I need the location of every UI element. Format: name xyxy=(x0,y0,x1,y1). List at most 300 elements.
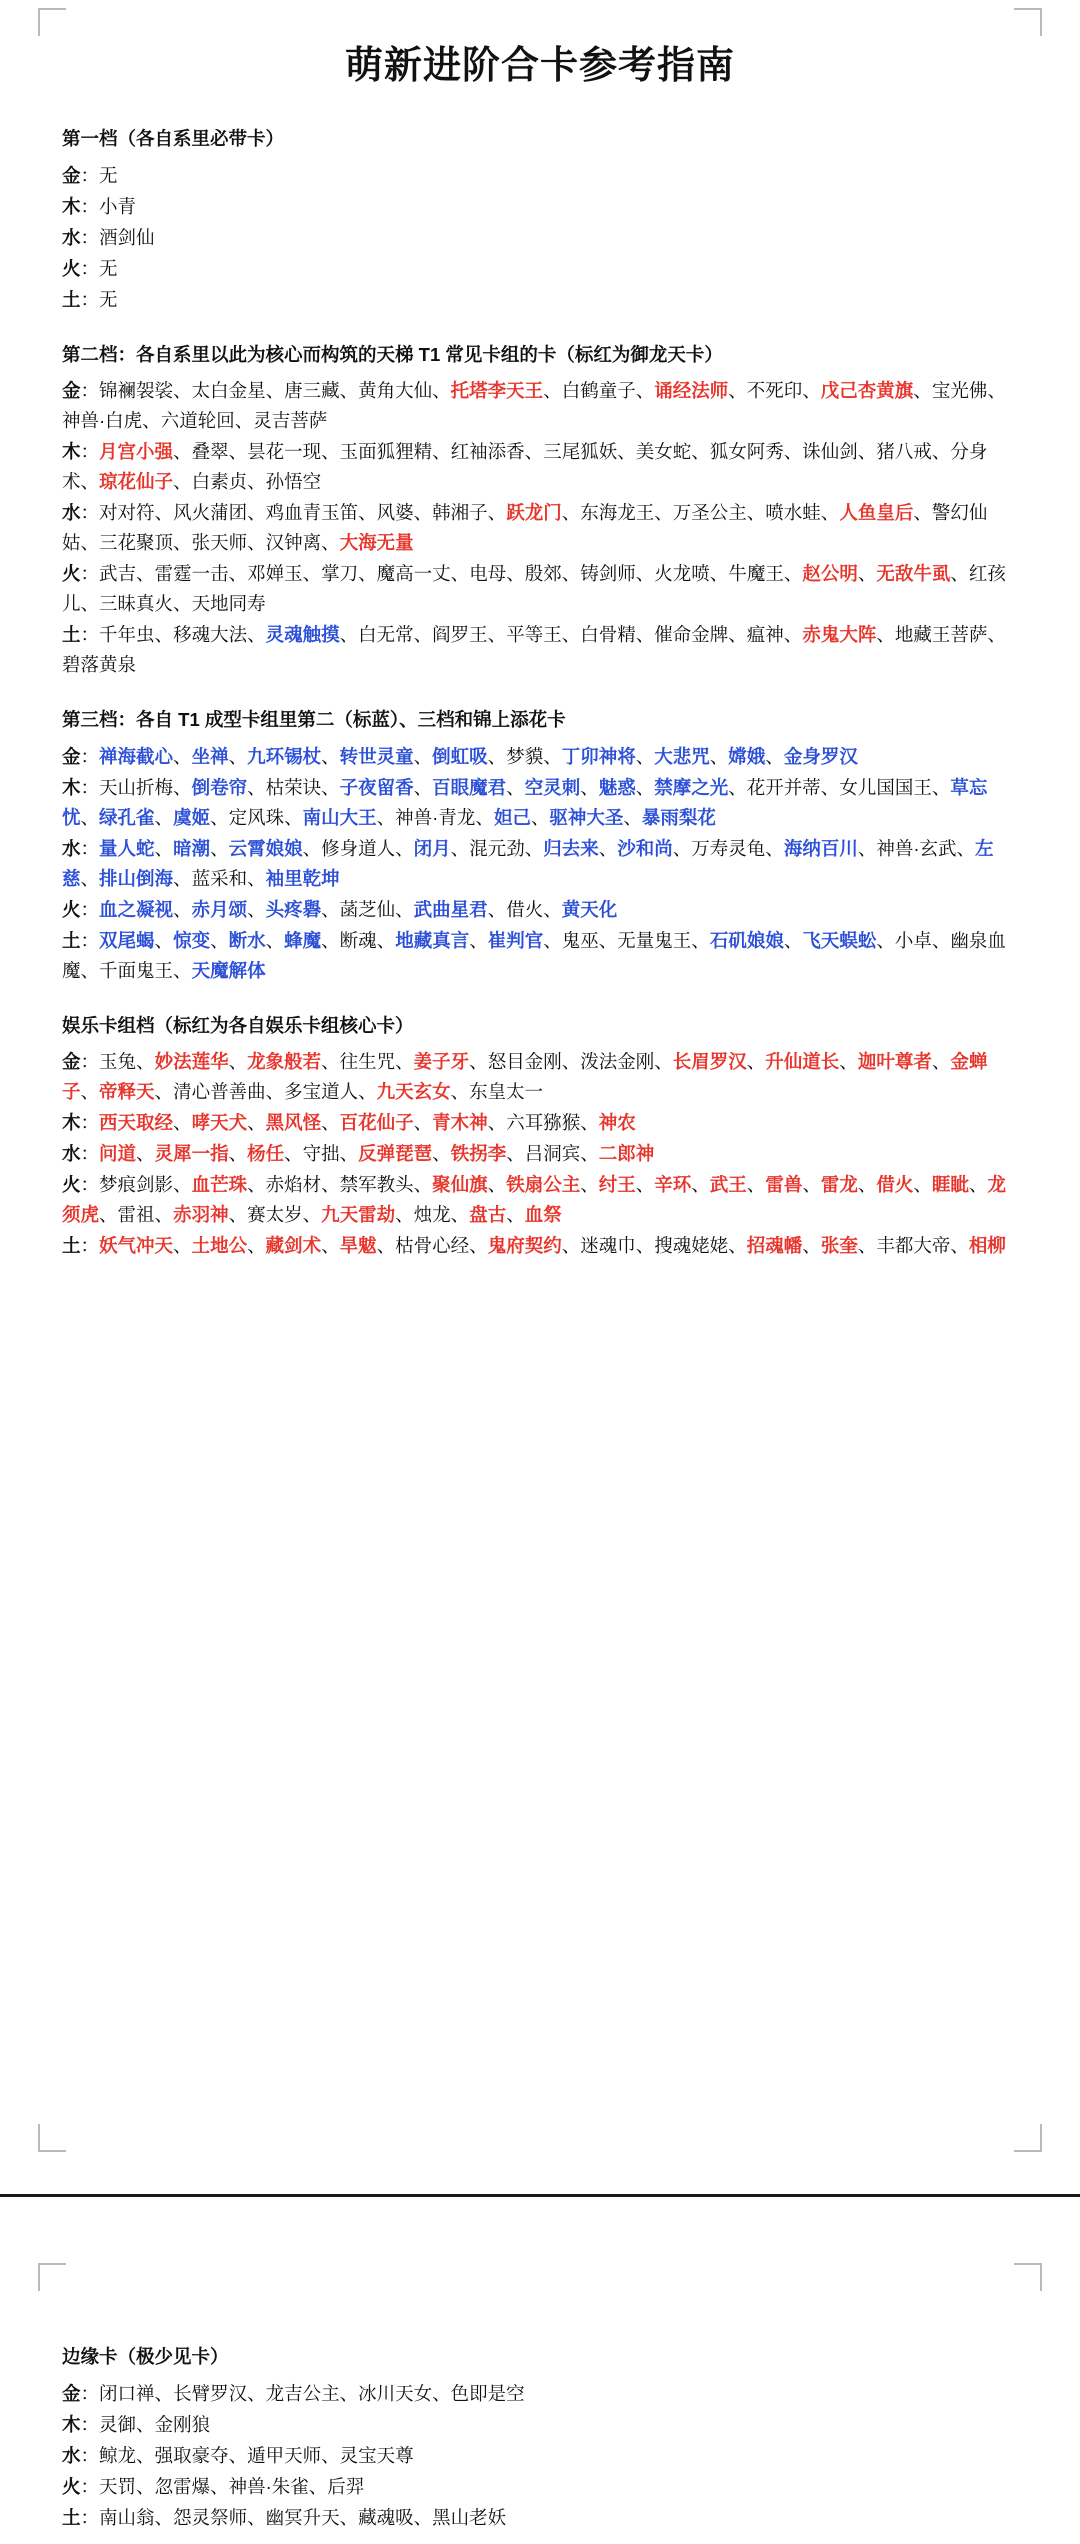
card-name: 血祭 xyxy=(524,1204,562,1226)
card-name: 锦襕袈裟 xyxy=(99,380,174,402)
card-name: 九环锡杖 xyxy=(247,745,322,767)
card-name: 红孩儿 xyxy=(62,563,1006,615)
element-label: 火 xyxy=(62,2475,81,2497)
list-separator: 、 xyxy=(210,929,229,951)
list-separator: 、 xyxy=(469,929,488,951)
card-name: 清心普善曲 xyxy=(173,1081,266,1103)
list-separator: 、 xyxy=(450,1081,470,1103)
list-separator: 、 xyxy=(783,624,803,646)
card-name: 灵御 xyxy=(99,2413,137,2435)
list-separator: 、 xyxy=(321,1174,340,1196)
card-name: 移魂大法 xyxy=(173,624,248,646)
card-name: 问道 xyxy=(99,1143,137,1165)
list-separator: 、 xyxy=(173,1235,192,1257)
page-title: 萌新进阶合卡参考指南 xyxy=(344,45,735,87)
card-name: 无 xyxy=(99,257,118,279)
card-name: 不死印 xyxy=(746,380,803,402)
list-separator: 、 xyxy=(228,563,248,585)
element-label: 水 xyxy=(62,1143,81,1165)
card-name: 排山倒海 xyxy=(99,867,174,889)
card-name: 鲸龙 xyxy=(99,2444,137,2466)
section-heading: 第二档：各自系里以此为核心而构筑的天梯 T1 常见卡组的卡（标红为御龙天卡） xyxy=(62,343,723,365)
list-separator: 、 xyxy=(376,929,396,951)
element-card-row xyxy=(62,1108,1018,1138)
card-name: 无敌牛虱 xyxy=(876,563,951,585)
card-name: 守拙 xyxy=(302,1143,340,1165)
element-card-row xyxy=(62,376,1018,436)
list-separator: 、 xyxy=(80,867,100,889)
list-separator: 、 xyxy=(321,929,340,951)
list-separator: 、 xyxy=(543,745,562,767)
card-name: 升仙道长 xyxy=(765,1051,840,1073)
list-separator: 、 xyxy=(450,837,470,859)
card-name: 搜魂姥姥 xyxy=(654,1235,729,1257)
card-name: 丁卯神将 xyxy=(561,745,636,767)
list-separator: 、 xyxy=(506,1143,525,1165)
list-separator: 、 xyxy=(623,806,642,828)
list-separator: 、 xyxy=(691,441,710,463)
card-name: 催命金牌 xyxy=(654,624,729,646)
list-separator: 、 xyxy=(154,806,174,828)
list-separator: 、 xyxy=(783,441,803,463)
card-name: 诵经法师 xyxy=(654,380,729,402)
list-separator: 、 xyxy=(395,1204,414,1226)
card-name: 猪八戒 xyxy=(876,441,932,463)
card-name: 雷兽 xyxy=(765,1174,803,1196)
card-name: 遁甲天师 xyxy=(247,2444,322,2466)
card-name: 量人蛇 xyxy=(99,837,155,859)
card-name: 沙和尚 xyxy=(617,837,673,859)
list-separator: 、 xyxy=(950,563,969,585)
list-separator: 、 xyxy=(802,1235,821,1257)
card-name: 招魂幡 xyxy=(746,1235,803,1257)
card-name: 邓婵玉 xyxy=(247,563,303,585)
list-separator: 、 xyxy=(339,624,359,646)
list-separator: 、 xyxy=(654,502,673,524)
card-name: 赤焰材 xyxy=(265,1174,322,1196)
list-separator: 、 xyxy=(173,441,192,463)
card-name: 韩湘子 xyxy=(432,502,488,524)
list-separator: 、 xyxy=(265,929,285,951)
list-separator: 、 xyxy=(913,502,932,524)
element-card-row xyxy=(62,895,1018,925)
list-separator: 、 xyxy=(247,624,266,646)
card-name: 灵宝天尊 xyxy=(339,2444,414,2466)
card-name: 白无常 xyxy=(358,624,414,646)
list-separator: 、 xyxy=(561,1235,581,1257)
card-tier-section xyxy=(62,706,1018,986)
list-separator: 、 xyxy=(80,1081,100,1103)
list-separator: 、 xyxy=(728,624,747,646)
card-name: 殷郊 xyxy=(524,563,562,585)
card-name: 金蝉子 xyxy=(62,1051,988,1103)
card-name: 灵魂触摸 xyxy=(265,624,340,646)
card-name: 云霄娘娘 xyxy=(228,837,303,859)
list-separator: 、 xyxy=(543,929,562,951)
list-separator: 、 xyxy=(746,502,766,524)
list-separator: 、 xyxy=(857,1235,877,1257)
section-heading: 第一档（各自系里必带卡） xyxy=(62,128,285,149)
element-card-row xyxy=(62,254,1018,284)
list-separator: 、 xyxy=(228,1143,248,1165)
list-separator: 、 xyxy=(931,1051,951,1073)
list-separator: 、 xyxy=(802,380,821,402)
card-name: 铁扇公主 xyxy=(506,1174,581,1196)
card-name: 女儿国国王 xyxy=(839,776,932,798)
element-card-row xyxy=(62,437,1018,497)
card-name: 大悲咒 xyxy=(654,745,710,767)
card-tier-section xyxy=(62,1012,1018,1262)
card-name: 狐女阿秀 xyxy=(709,441,784,463)
element-label: 金 xyxy=(62,1051,81,1073)
element-label: 金 xyxy=(62,745,81,767)
list-separator: 、 xyxy=(136,1051,155,1073)
list-separator: 、 xyxy=(950,1235,969,1257)
list-separator: 、 xyxy=(987,380,1006,402)
list-separator: 、 xyxy=(956,837,976,859)
list-separator: 、 xyxy=(154,929,174,951)
card-name: 昙花一现 xyxy=(247,441,322,463)
list-separator: 、 xyxy=(321,441,340,463)
card-name: 东海龙王 xyxy=(580,502,655,524)
card-name: 哮天犬 xyxy=(191,1112,248,1134)
card-name: 石矶娘娘 xyxy=(709,929,784,951)
card-name: 纣王 xyxy=(598,1174,636,1196)
card-name: 断水 xyxy=(228,929,266,951)
crop-mark-top-left xyxy=(38,8,66,36)
card-name: 天地同寿 xyxy=(191,593,266,615)
card-name: 白素贞 xyxy=(191,471,248,493)
colon-separator: ： xyxy=(80,2475,100,2497)
card-name: 小青 xyxy=(99,195,137,217)
list-separator: 、 xyxy=(968,1174,988,1196)
card-name: 玉面狐狸精 xyxy=(339,441,433,463)
list-separator: 、 xyxy=(154,502,174,524)
list-separator: 、 xyxy=(247,2382,266,2404)
card-name: 跃龙门 xyxy=(506,502,562,524)
list-separator: 、 xyxy=(395,898,414,920)
list-separator: 、 xyxy=(173,471,192,493)
card-name: 东皇太一 xyxy=(469,1081,544,1103)
list-separator: 、 xyxy=(469,1235,488,1257)
card-tier-section xyxy=(62,341,1018,680)
card-name: 藏魂吸 xyxy=(358,2506,414,2528)
card-name: 混元劲 xyxy=(469,837,525,859)
element-label: 金 xyxy=(62,380,81,402)
list-separator: 、 xyxy=(561,563,581,585)
list-separator: 、 xyxy=(99,1204,118,1226)
card-name: 雷祖 xyxy=(117,1204,155,1226)
list-separator: 、 xyxy=(765,745,784,767)
card-name: 人鱼皇后 xyxy=(839,502,914,524)
card-name: 二郎神 xyxy=(598,1143,655,1165)
list-separator: 、 xyxy=(321,776,340,798)
card-name: 后羿 xyxy=(327,2475,365,2497)
list-separator: 、 xyxy=(543,898,562,920)
card-name: 碧落黄泉 xyxy=(62,654,137,676)
list-separator: 、 xyxy=(475,806,494,828)
list-separator: 、 xyxy=(580,1112,599,1134)
card-name: 怒目金刚 xyxy=(487,1051,562,1073)
element-card-row xyxy=(62,620,1018,680)
card-name: 神兽·青龙 xyxy=(395,806,476,828)
card-name: 修身道人 xyxy=(321,837,396,859)
list-separator: 、 xyxy=(931,441,951,463)
list-separator: 、 xyxy=(154,1081,174,1103)
section-heading: 第三档：各自 T1 成型卡组里第二（标蓝）、三档和锦上添花卡 xyxy=(62,709,566,731)
list-separator: 、 xyxy=(136,2413,155,2435)
card-name: 三花聚顶 xyxy=(99,532,174,554)
list-separator: 、 xyxy=(210,2475,229,2497)
list-separator: 、 xyxy=(395,837,414,859)
card-name: 百眼魔君 xyxy=(432,776,507,798)
card-name: 双尾蝎 xyxy=(99,929,155,951)
element-label: 木 xyxy=(62,441,81,463)
colon-separator: ： xyxy=(80,502,100,524)
card-name: 鬼巫 xyxy=(561,929,599,951)
card-name: 南山翁 xyxy=(99,2506,155,2528)
card-name: 嫦娥 xyxy=(728,745,766,767)
list-separator: 、 xyxy=(413,624,433,646)
card-name: 六道轮回 xyxy=(160,410,235,432)
list-separator: 、 xyxy=(728,776,747,798)
card-name: 鸡血青玉笛 xyxy=(265,502,359,524)
card-name: 掌刀 xyxy=(321,563,359,585)
list-separator: 、 xyxy=(247,2506,266,2528)
list-separator: 、 xyxy=(413,776,433,798)
card-name: 魅惑 xyxy=(598,776,636,798)
element-card-row xyxy=(62,926,1018,986)
card-name: 怨灵祭师 xyxy=(173,2506,248,2528)
element-card-row xyxy=(62,223,1018,253)
list-separator: 、 xyxy=(672,837,692,859)
card-name: 迷魂巾 xyxy=(580,1235,636,1257)
card-name: 风婆 xyxy=(376,502,414,524)
card-name: 泼法金刚 xyxy=(580,1051,655,1073)
card-name: 姜子牙 xyxy=(413,1051,470,1073)
element-card-row xyxy=(62,559,1018,619)
list-separator: 、 xyxy=(413,1174,433,1196)
list-separator: 、 xyxy=(561,502,581,524)
card-name: 倒卷帘 xyxy=(191,776,248,798)
list-separator: 、 xyxy=(247,1174,266,1196)
list-separator: 、 xyxy=(265,1081,285,1103)
list-separator: 、 xyxy=(80,806,100,828)
document-page-2 xyxy=(0,2197,1080,2544)
list-separator: 、 xyxy=(302,563,322,585)
list-separator: 、 xyxy=(580,1143,599,1165)
card-name: 神兽·朱雀 xyxy=(228,2475,309,2497)
list-separator: 、 xyxy=(543,380,562,402)
element-card-row xyxy=(62,1170,1018,1230)
colon-separator: ： xyxy=(80,288,100,310)
colon-separator: ： xyxy=(80,837,100,859)
list-separator: 、 xyxy=(530,806,550,828)
list-separator: 、 xyxy=(635,380,655,402)
card-name: 闭口禅 xyxy=(99,2382,155,2404)
element-card-row xyxy=(62,1047,1018,1107)
list-separator: 、 xyxy=(228,1204,248,1226)
card-tier-section xyxy=(62,2343,1018,2533)
list-separator: 、 xyxy=(80,593,100,615)
card-name: 绿孔雀 xyxy=(99,806,155,828)
list-separator: 、 xyxy=(321,745,340,767)
card-name: 千年虫 xyxy=(99,624,155,646)
card-name: 地藏王菩萨 xyxy=(894,624,988,646)
list-separator: 、 xyxy=(80,471,100,493)
list-separator: 、 xyxy=(358,502,377,524)
card-name: 转世灵童 xyxy=(339,745,414,767)
card-name: 蜂魔 xyxy=(284,929,322,951)
card-name: 血芒珠 xyxy=(191,1174,248,1196)
card-name: 金刚狼 xyxy=(154,2413,211,2435)
list-separator: 、 xyxy=(173,1112,192,1134)
element-card-row xyxy=(62,834,1018,894)
list-separator: 、 xyxy=(154,1204,174,1226)
element-label: 火 xyxy=(62,563,81,585)
element-label: 土 xyxy=(62,2506,81,2528)
list-separator: 、 xyxy=(265,380,285,402)
element-card-row xyxy=(62,742,1018,772)
list-separator: 、 xyxy=(617,441,636,463)
card-name: 阎罗王 xyxy=(432,624,488,646)
card-name: 梦貘 xyxy=(506,745,544,767)
colon-separator: ： xyxy=(80,2382,100,2404)
element-label: 木 xyxy=(62,2413,81,2435)
card-name: 九天雷劫 xyxy=(321,1204,396,1226)
card-name: 色即是空 xyxy=(450,2382,525,2404)
card-name: 六耳猕猴 xyxy=(506,1112,581,1134)
card-name: 妙法莲华 xyxy=(154,1051,229,1073)
card-name: 太白金星 xyxy=(191,380,266,402)
card-name: 头疼礜 xyxy=(265,898,322,920)
card-name: 牛魔王 xyxy=(728,563,784,585)
card-name: 藏剑术 xyxy=(265,1235,322,1257)
card-name: 禁军教头 xyxy=(339,1174,414,1196)
list-separator: 、 xyxy=(173,898,192,920)
list-separator: 、 xyxy=(857,837,877,859)
card-name: 无 xyxy=(99,164,118,186)
card-name: 天魔解体 xyxy=(191,959,266,981)
list-separator: 、 xyxy=(450,563,470,585)
list-separator: 、 xyxy=(820,502,840,524)
list-separator: 、 xyxy=(136,2475,155,2497)
card-name: 冰川天女 xyxy=(358,2382,433,2404)
card-name: 风火蒲团 xyxy=(173,502,248,524)
card-name: 赛太岁 xyxy=(247,1204,303,1226)
element-card-row xyxy=(62,192,1018,222)
list-separator: 、 xyxy=(820,776,840,798)
list-separator: 、 xyxy=(358,1081,377,1103)
section-heading: 娱乐卡组档（标红为各自娱乐卡组核心卡） xyxy=(62,1014,414,1036)
card-name: 雷龙 xyxy=(820,1174,858,1196)
colon-separator: ： xyxy=(80,257,100,279)
card-name: 张天师 xyxy=(191,532,248,554)
card-name: 长眉罗汉 xyxy=(672,1051,747,1073)
card-name: 枯骨心经 xyxy=(395,1235,470,1257)
card-name: 酒剑仙 xyxy=(99,226,155,248)
card-name: 虞姬 xyxy=(173,806,211,828)
list-separator: 、 xyxy=(136,563,155,585)
card-name: 平等王 xyxy=(506,624,562,646)
list-separator: 、 xyxy=(154,837,174,859)
list-separator: 、 xyxy=(302,837,322,859)
card-name: 枯荣诀 xyxy=(265,776,322,798)
card-name: 鬼府契约 xyxy=(487,1235,562,1257)
list-separator: 、 xyxy=(173,745,192,767)
element-label: 金 xyxy=(62,2382,81,2404)
list-separator: 、 xyxy=(321,1235,340,1257)
card-name: 喷水蛙 xyxy=(765,502,821,524)
card-name: 灵犀一指 xyxy=(154,1143,229,1165)
sections-container xyxy=(0,125,1080,1261)
card-name: 禅海截心 xyxy=(99,745,174,767)
list-separator: 、 xyxy=(247,471,266,493)
list-separator: 、 xyxy=(284,806,303,828)
element-card-row xyxy=(62,2441,1018,2471)
card-name: 诛仙剑 xyxy=(802,441,858,463)
colon-separator: ： xyxy=(80,195,100,217)
card-name: 赤月颂 xyxy=(191,898,248,920)
card-name: 妖气冲天 xyxy=(99,1235,174,1257)
list-separator: 、 xyxy=(142,410,161,432)
list-separator: 、 xyxy=(913,380,932,402)
card-name: 飞天蜈蚣 xyxy=(802,929,877,951)
card-name: 赵公明 xyxy=(802,563,858,585)
card-name: 花开并蒂 xyxy=(746,776,821,798)
list-separator: 、 xyxy=(857,1174,877,1196)
list-separator: 、 xyxy=(506,563,525,585)
list-separator: 、 xyxy=(173,1174,192,1196)
list-separator: 、 xyxy=(931,776,951,798)
card-name: 三尾狐妖 xyxy=(543,441,618,463)
list-separator: 、 xyxy=(395,1051,414,1073)
card-name: 忽雷爆 xyxy=(154,2475,211,2497)
element-card-row xyxy=(62,773,1018,833)
element-card-row xyxy=(62,498,1018,558)
crop-mark-top-right-2 xyxy=(1014,2263,1042,2291)
list-separator: 、 xyxy=(580,776,599,798)
card-name: 托塔李天王 xyxy=(450,380,544,402)
card-name: 天山折梅 xyxy=(99,776,174,798)
element-label: 火 xyxy=(62,898,81,920)
card-name: 断魂 xyxy=(339,929,377,951)
list-separator: 、 xyxy=(802,1174,821,1196)
card-name: 唐三藏 xyxy=(284,380,340,402)
list-separator: 、 xyxy=(728,1235,747,1257)
list-separator: 、 xyxy=(136,1143,155,1165)
card-name: 武吉 xyxy=(99,563,137,585)
colon-separator: ： xyxy=(80,1174,100,1196)
card-name: 长臂罗汉 xyxy=(173,2382,248,2404)
element-card-row xyxy=(62,2379,1018,2409)
colon-separator: ： xyxy=(80,563,100,585)
list-separator: 、 xyxy=(913,1174,932,1196)
list-separator: 、 xyxy=(469,1051,488,1073)
list-separator: 、 xyxy=(413,1112,433,1134)
card-name: 火龙喷 xyxy=(654,563,710,585)
list-separator: 、 xyxy=(247,867,266,889)
element-label: 火 xyxy=(62,1174,81,1196)
list-separator: 、 xyxy=(728,380,747,402)
list-separator: 、 xyxy=(876,624,895,646)
element-label: 木 xyxy=(62,195,81,217)
element-card-row xyxy=(62,1231,1018,1261)
card-name: 赤羽神 xyxy=(173,1204,229,1226)
element-label: 木 xyxy=(62,776,81,798)
list-separator: 、 xyxy=(746,1051,766,1073)
list-separator: 、 xyxy=(228,745,248,767)
